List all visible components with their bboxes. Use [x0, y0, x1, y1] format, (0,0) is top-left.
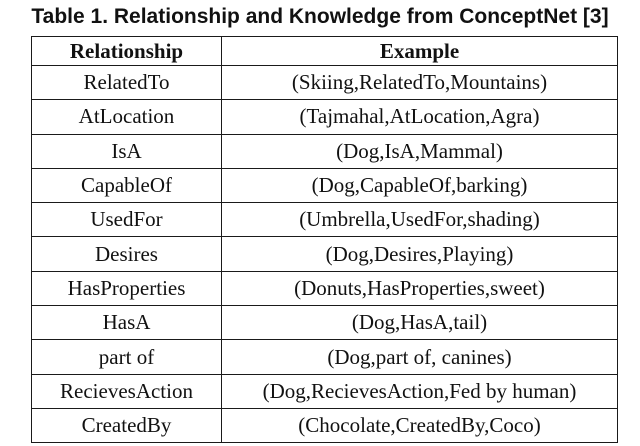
- example-cell: (Dog,CapableOf,barking): [222, 168, 618, 202]
- example-cell: (Umbrella,UsedFor,shading): [222, 203, 618, 237]
- example-cell: (Skiing,RelatedTo,Mountains): [222, 66, 618, 100]
- relationship-cell: CapableOf: [32, 168, 222, 202]
- example-cell: (Tajmahal,AtLocation,Agra): [222, 100, 618, 134]
- table-row: [32, 271, 618, 305]
- relationship-cell: AtLocation: [32, 100, 222, 134]
- example-cell: (Dog,IsA,Mammal): [222, 134, 618, 168]
- example-cell: (Chocolate,CreatedBy,Coco): [222, 408, 618, 442]
- relationship-cell: HasA: [32, 306, 222, 340]
- relationship-cell: RelatedTo: [32, 66, 222, 100]
- relationship-cell: UsedFor: [32, 203, 222, 237]
- relationship-cell: CreatedBy: [32, 408, 222, 442]
- example-cell: (Donuts,HasProperties,sweet): [222, 271, 618, 305]
- relationship-cell: HasProperties: [32, 271, 222, 305]
- example-cell: (Dog,HasA,tail): [222, 306, 618, 340]
- example-cell: (Dog,part of, canines): [222, 340, 618, 374]
- table-row: [32, 168, 618, 202]
- table-row: [32, 134, 618, 168]
- table-row: [32, 374, 618, 408]
- table-row: [32, 408, 618, 442]
- header-example: Example: [222, 37, 618, 66]
- example-cell: (Dog,Desires,Playing): [222, 237, 618, 271]
- table-row: [32, 66, 618, 100]
- example-cell: (Dog,RecievesAction,Fed by human): [222, 374, 618, 408]
- relationship-cell: RecievesAction: [32, 374, 222, 408]
- table-caption: Table 1. Relationship and Knowledge from ConceptNet [3]: [31, 5, 609, 28]
- relationship-cell: part of: [32, 340, 222, 374]
- relationship-cell: Desires: [32, 237, 222, 271]
- table-row: [32, 237, 618, 271]
- relationship-table: [31, 36, 618, 443]
- table-header-row: [32, 37, 618, 66]
- table-row: [32, 203, 618, 237]
- table-row: [32, 306, 618, 340]
- table-row: [32, 340, 618, 374]
- table-row: [32, 100, 618, 134]
- header-relationship: Relationship: [32, 37, 222, 66]
- relationship-cell: IsA: [32, 134, 222, 168]
